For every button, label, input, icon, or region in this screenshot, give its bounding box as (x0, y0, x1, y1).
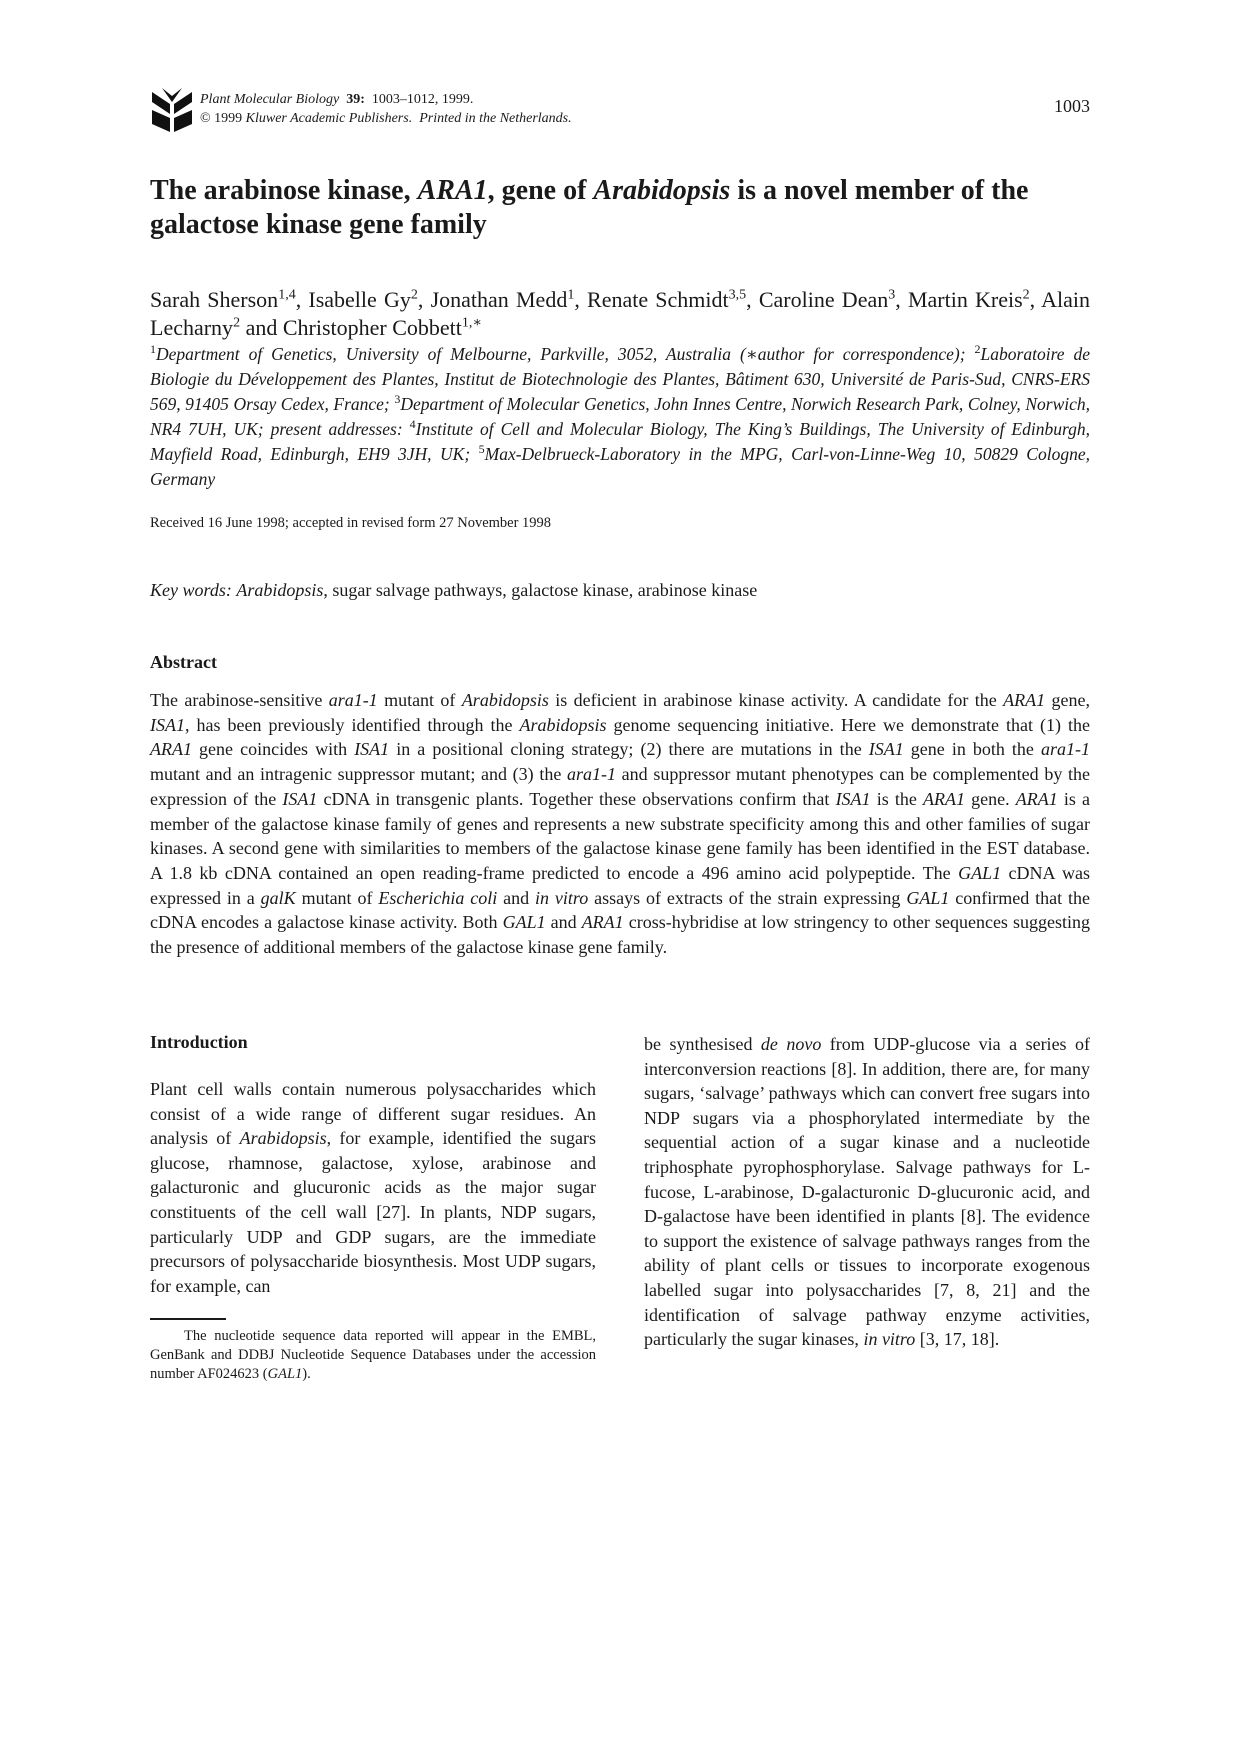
abstract-text: The arabinose-sensitive (150, 690, 329, 710)
journal-header (150, 86, 1090, 136)
affiliation-number: 5 (478, 442, 485, 457)
abstract-text: gene. (964, 788, 1016, 809)
abstract-text: GAL1 (906, 887, 950, 908)
journal-pages: 1003–1012, 1999. (371, 92, 474, 107)
author-affiliation-mark: 2 (233, 315, 241, 331)
abstract-text: in vitro (535, 887, 589, 908)
printed-note: Printed in the Netherlands. (419, 111, 572, 126)
author-list (150, 286, 1090, 342)
introduction-text: [3, 17, 18]. (915, 1329, 1000, 1350)
abstract-text: ARA1 (150, 739, 192, 760)
abstract-text: genome sequencing initiative. Here we demonstrate that (1) the (606, 714, 1090, 735)
footnote (150, 1327, 596, 1384)
affiliation-text: Department of Genetics, University of Melbourne, Parkville, 3052, Australia (∗author for correspondence); (156, 344, 975, 364)
affiliation-text: Max-Delbrueck-Laboratory in the MPG, Carl-von-Linne-Weg 10, 50829 Cologne, Germany (150, 444, 1090, 489)
abstract-text: mutant and an intragenic suppressor mutant; and (3) the (150, 764, 567, 785)
author-affiliation-mark: 2 (410, 287, 418, 303)
author-affiliation-mark: 1,∗ (461, 315, 482, 331)
introduction-text: from UDP-glucose via a series of interconversion reactions [8]. In addition, there are, for many sugars, ‘salvage’ pathways which can convert free sugars into NDP sugars via a phosphorylated intermediate by the sequential action of a sugar kinase and a nucleotide triphosphate pyrophosphorylase. Salvage pathways for L-fucose, L-arabinose, D-galacturonic D-glucuronic acid, and D-galactose have been identified in plants [8]. The evidence to support the existence of salvage pathways ranges from the ability of plant cells or tissues to incorporate exogenous labelled sugar into polysaccharides [7, 8, 21] and the identification of salvage pathway enzyme activities, particularly the sugar kinases, (644, 1034, 1091, 1350)
abstract-text: cross-hybridise at low stringency to other sequences suggesting the presence of additional members of the galactose kinase gene family. (150, 912, 1090, 958)
journal-volume: 39: (346, 92, 365, 107)
abstract-text: is deficient in arabinose kinase activity. A candidate for the (548, 690, 1004, 710)
abstract-text: ARA1 (1015, 788, 1058, 809)
author-name: Christopher Cobbett (282, 315, 462, 340)
abstract-text: , has been previously identified through the (185, 714, 520, 735)
abstract-text: ISA1 (150, 714, 185, 735)
author-affiliation-mark: 1 (567, 287, 575, 303)
abstract-text: gene, (1045, 690, 1090, 710)
abstract-text: galK (260, 887, 296, 908)
author-separator: , (746, 287, 759, 312)
author-affiliation-mark: 1,4 (278, 287, 296, 303)
introduction-text: , for example, identified the sugars glucose, rhamnose, galactose, xylose, arabinose and galacturonic and glucuronic acids as the major sugar constituents of the cell wall [27]. In plants, NDP sugars, particularly UDP and GDP sugars, are the immediate precursors of polysaccharide biosynthesis. Most UDP sugars, for example, can (150, 1128, 596, 1296)
copyright-year: 1999 (214, 111, 243, 126)
abstract-text: ISA1 (835, 788, 871, 809)
introduction-text: be synthesised (644, 1034, 761, 1054)
author-separator: and (240, 315, 283, 340)
introduction-text: Plant cell walls contain numerous polysaccharides which consist of a wide range of different sugar residues. An analysis of (150, 1079, 596, 1149)
abstract-heading: Abstract (150, 652, 217, 672)
title-text-2: , gene of (487, 175, 594, 206)
author-separator: , (895, 287, 908, 312)
abstract-text: is the (870, 788, 923, 809)
footnote-end: ). (302, 1366, 311, 1382)
abstract-text: ARA1 (581, 912, 624, 933)
footnote-text: The nucleotide sequence data reported will appear in the EMBL, GenBank and DDBJ Nucleotide Sequence Databases under the accession number AF024623 ( (150, 1328, 596, 1382)
title-gene: ARA1 (417, 175, 488, 206)
abstract-text: Arabidopsis (519, 714, 607, 735)
abstract-text: mutant of (295, 887, 379, 908)
introduction-text: Arabidopsis (239, 1128, 327, 1149)
footnote-gene: GAL1 (267, 1366, 303, 1382)
keywords-rest: , sugar salvage pathways, galactose kinase, arabinose kinase (323, 580, 758, 600)
author-separator: , (1029, 287, 1042, 312)
introduction-heading: Introduction (150, 1032, 248, 1052)
abstract-text: ara1-1 (328, 690, 378, 710)
abstract-text: GAL1 (502, 912, 546, 933)
abstract-text: ISA1 (282, 788, 318, 809)
author-name: Renate Schmidt (587, 287, 729, 312)
left-column (150, 1032, 596, 1298)
abstract-text: gene in both the (903, 739, 1041, 760)
introduction-paragraph-left (150, 1077, 596, 1298)
author-name: Alain Lecharny (150, 287, 1091, 340)
affiliation-number: 2 (974, 342, 981, 357)
author-name: Sarah Sherson (150, 287, 279, 312)
publisher-logo (150, 88, 194, 134)
introduction-paragraph-right (644, 1032, 1090, 1352)
abstract-text: GAL1 (958, 862, 1002, 883)
journal-citation (200, 90, 572, 128)
author-separator: , (417, 287, 431, 312)
keyword-arabidopsis: Arabidopsis (236, 580, 324, 600)
author-name: Isabelle Gy (308, 287, 411, 312)
author-separator: , (295, 287, 309, 312)
keywords (150, 580, 1090, 601)
abstract-text: cDNA was expressed in a (150, 862, 1090, 908)
affiliation-number: 1 (150, 342, 156, 357)
affiliation-text: Laboratoire de Biologie du Développement des Plantes, Institut de Biotechnologie des Plantes, Bâtiment 630, Université de Paris-Sud, CNRS-ERS 569, 91405 Orsay Cedex, France; (150, 344, 1090, 414)
footnote-rule (150, 1318, 226, 1320)
abstract-text: ISA1 (354, 739, 390, 760)
abstract-text: ISA1 (868, 739, 904, 760)
affiliations (150, 342, 1090, 492)
copyright-symbol: © (200, 111, 211, 126)
abstract-text: ara1-1 (1040, 739, 1090, 760)
author-name: Caroline Dean (758, 287, 889, 312)
affiliation-text: Department of Molecular Genetics, John Innes Centre, Norwich Research Park, Colney, Norwich, NR4 7UH, UK; present addresses: (150, 394, 1090, 439)
abstract-text: Escherichia coli (378, 887, 498, 908)
introduction-text: in vitro (863, 1329, 916, 1350)
title-text-1: The arabinose kinase, (150, 175, 418, 206)
page-number: 1003 (1054, 96, 1090, 116)
journal-name: Plant Molecular Biology (200, 92, 340, 107)
abstract-text: is a member of the galactose kinase family of genes and represents a new substrate specificity among this and other families of sugar kinases. A second gene with similarities to members of the galactose kinase gene family has been identified in the EST database. A 1.8 kb cDNA contained an open reading-frame predicted to encode a 496 amino acid polypeptide. The (150, 788, 1091, 883)
article-title (150, 174, 1090, 242)
publisher-name: Kluwer Academic Publishers. (245, 111, 413, 126)
abstract-text: confirmed that the cDNA encodes a galactose kinase activity. Both (150, 887, 1090, 933)
introduction-text: de novo (760, 1034, 822, 1054)
abstract-text: cDNA in transgenic plants. Together these observations confirm that (317, 788, 836, 809)
abstract-text: and (497, 887, 536, 908)
title-organism: Arabidopsis (593, 175, 731, 206)
keywords-label: Key words: (150, 580, 232, 600)
affiliation-number: 3 (394, 392, 401, 407)
abstract-text: in a positional cloning strategy; (2) there are mutations in the (389, 739, 869, 760)
abstract-text: mutant of (377, 690, 462, 710)
abstract-body (150, 688, 1090, 960)
abstract-text: ARA1 (922, 788, 965, 809)
affiliation-text: Institute of Cell and Molecular Biology, The King’s Buildings, The University of Edinburgh, Mayfield Road, Edinburgh, EH9 3JH, UK; (150, 419, 1090, 464)
abstract-text: and suppressor mutant phenotypes can be complemented by the expression of the (150, 764, 1090, 809)
author-name: Martin Kreis (907, 287, 1023, 312)
author-name: Jonathan Medd (430, 287, 568, 312)
author-affiliation-mark: 3 (888, 287, 896, 303)
abstract-text: gene coincides with (192, 739, 355, 760)
abstract-text: ARA1 (1003, 690, 1046, 710)
author-affiliation-mark: 2 (1022, 287, 1030, 303)
title-text-3: is a novel member of the galactose kinase gene family (150, 175, 1029, 240)
abstract-text: Arabidopsis (461, 690, 549, 710)
affiliation-number: 4 (409, 417, 416, 432)
abstract-text: assays of extracts of the strain expressing (588, 887, 907, 908)
author-separator: , (574, 287, 588, 312)
abstract-text: and (545, 912, 582, 933)
author-affiliation-mark: 3,5 (728, 287, 747, 303)
abstract-text: ara1-1 (567, 764, 616, 785)
received-dates: Received 16 June 1998; accepted in revised form 27 November 1998 (150, 515, 552, 531)
